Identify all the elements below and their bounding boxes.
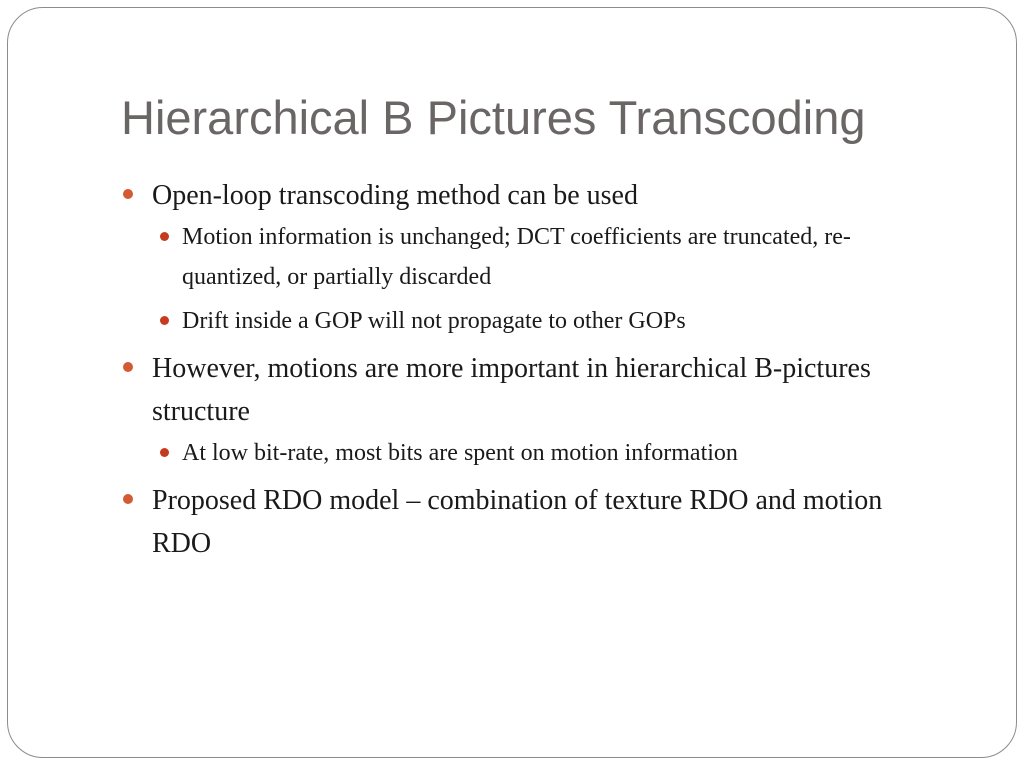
sub-bullet-text: Drift inside a GOP will not propagate to other GOPs (182, 308, 686, 334)
bullet-dot-icon (123, 189, 133, 199)
sub-bullet-item (152, 433, 941, 473)
sub-bullet-dot-icon (160, 316, 169, 325)
sub-bullet-list (152, 217, 941, 341)
bullet-dot-icon (123, 494, 133, 504)
bullet-dot-icon (123, 362, 133, 372)
slide-frame (7, 7, 1017, 758)
sub-bullet-dot-icon (160, 232, 169, 241)
slide-title: Hierarchical B Pictures Transcoding (121, 91, 866, 144)
bullet-item (121, 347, 941, 473)
sub-bullet-item (152, 301, 941, 341)
slide-body (121, 174, 941, 571)
sub-bullet-text: Motion information is unchanged; DCT coefficients are truncated, re-quantized, or partially discarded (182, 224, 851, 290)
bullet-item (121, 479, 941, 565)
bullet-list (121, 174, 941, 565)
bullet-text: Proposed RDO model – combination of texture RDO and motion RDO (152, 485, 883, 559)
sub-bullet-dot-icon (160, 448, 169, 457)
sub-bullet-item (152, 217, 941, 297)
bullet-text: Open-loop transcoding method can be used (152, 180, 638, 211)
bullet-item (121, 174, 941, 341)
bullet-text: However, motions are more important in hierarchical B-pictures structure (152, 353, 871, 427)
sub-bullet-text: At low bit-rate, most bits are spent on motion information (182, 440, 738, 466)
sub-bullet-list (152, 433, 941, 473)
